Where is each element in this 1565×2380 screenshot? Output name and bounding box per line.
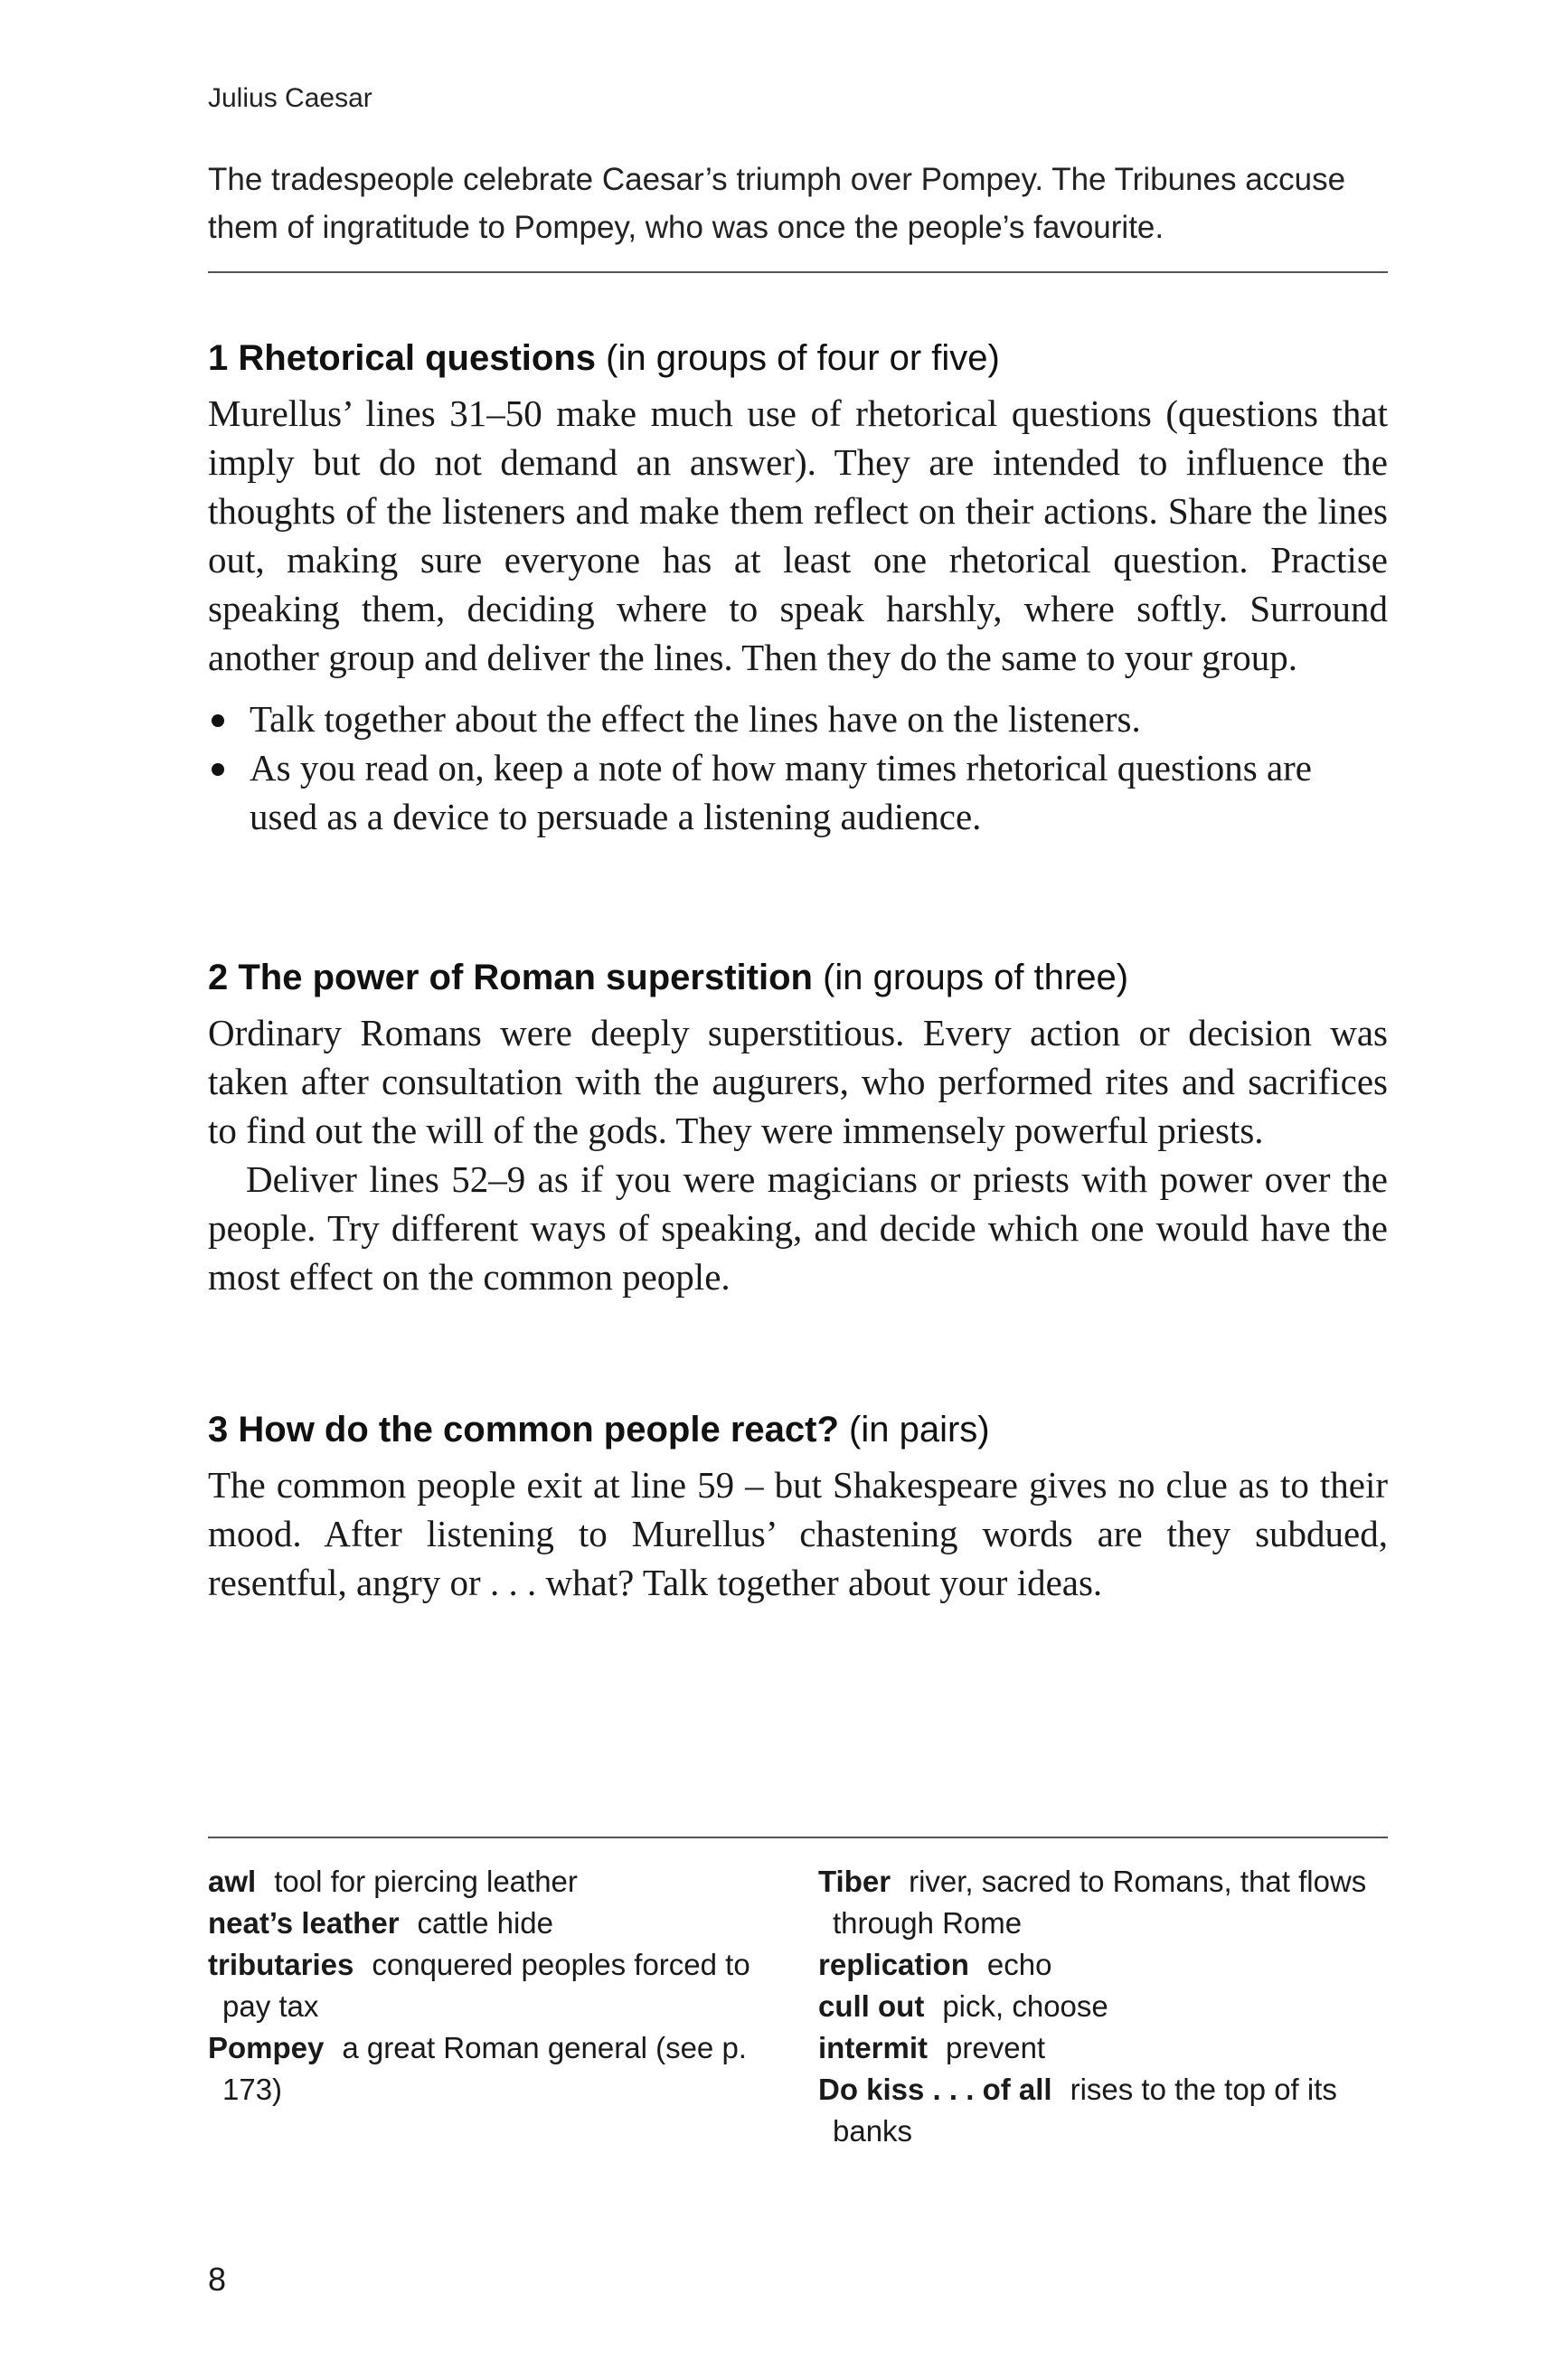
activity-roman-superstition bbox=[208, 954, 1388, 1301]
glossary-column-left bbox=[208, 1861, 787, 2111]
glossary-entry bbox=[818, 1944, 1397, 1986]
activity-common-people-react bbox=[208, 1406, 1388, 1607]
glossary-term: Pompey bbox=[208, 2031, 325, 2064]
section-grouping: (in pairs) bbox=[849, 1410, 990, 1450]
glossary-term: Do kiss . . . of all bbox=[818, 2073, 1052, 2106]
glossary-entry bbox=[818, 1986, 1397, 2027]
section-heading bbox=[208, 1406, 1388, 1453]
glossary-definition: pick, choose bbox=[942, 1989, 1108, 2023]
glossary-definition: a great Roman general (see p. 173) bbox=[222, 2031, 747, 2106]
glossary-entry bbox=[208, 2027, 787, 2111]
scene-summary: The tradespeople celebrate Caesar’s triumph over Pompey. The Tribunes accuse them of ingratitude to Pompey, who was once the people’s favourite. bbox=[208, 162, 1346, 245]
glossary-definition: prevent bbox=[946, 2031, 1046, 2064]
glossary-entry bbox=[818, 1861, 1397, 1944]
paragraph: The common people exit at line 59 – but Shakespeare gives no clue as to their mood. After listening to Murellus’ chastening words are they subdued, resentful, angry or . . . what? Talk together about your ideas. bbox=[208, 1464, 1388, 1603]
bullet-text: As you read on, keep a note of how many times rhetorical questions are used as a device to persuade a listening audience. bbox=[250, 747, 1312, 837]
page-number: 8 bbox=[208, 2261, 227, 2298]
glossary-definition: conquered peoples forced to pay tax bbox=[222, 1948, 750, 2023]
section-grouping: (in groups of four or five) bbox=[606, 338, 1000, 378]
bullet-text: Talk together about the effect the lines have on the listeners. bbox=[250, 698, 1141, 740]
section-title: Rhetorical questions bbox=[238, 338, 596, 378]
paragraph: Murellus’ lines 31–50 make much use of rhetorical questions (questions that imply but do not demand an answer). They are intended to influence the thoughts of the listeners and make them reflect on their actions. Share the lines out, making sure everyone has at least one rhetorical question. Practise speaking them, deciding where to speak harshly, where softly. Surround another group and deliver the lines. Then they do the same to your group. bbox=[208, 392, 1388, 678]
bullet-item bbox=[208, 694, 1388, 743]
section-number: 3 bbox=[208, 1410, 229, 1450]
activity-rhetorical-questions bbox=[208, 335, 1388, 841]
glossary-definition: tool for piercing leather bbox=[274, 1865, 578, 1898]
glossary-term: intermit bbox=[818, 2031, 929, 2064]
top-divider bbox=[208, 271, 1388, 273]
bullet-icon bbox=[212, 714, 224, 727]
paragraph: Ordinary Romans were deeply superstitious. Every action or decision was taken after consultation with the augurers, who performed rites and sacrifices to find out the will of the gods. They were immensely powerful priests. bbox=[208, 1012, 1388, 1151]
section-heading bbox=[208, 335, 1388, 382]
glossary-entry bbox=[208, 1861, 787, 1903]
section-number: 1 bbox=[208, 338, 229, 378]
glossary-entry bbox=[208, 1944, 787, 2027]
glossary-term: awl bbox=[208, 1865, 257, 1898]
bullet-icon bbox=[212, 763, 224, 776]
section-title: The power of Roman superstition bbox=[238, 958, 813, 997]
glossary-column-right bbox=[818, 1861, 1397, 2152]
glossary-term: Tiber bbox=[818, 1865, 891, 1898]
bullet-item bbox=[208, 743, 1388, 841]
glossary-entry bbox=[208, 1903, 787, 1944]
section-title: How do the common people react? bbox=[238, 1410, 839, 1450]
glossary-term: replication bbox=[818, 1948, 969, 1981]
section-heading bbox=[208, 954, 1388, 1001]
glossary-term: neat’s leather bbox=[208, 1906, 400, 1940]
glossary-definition: river, sacred to Romans, that flows through Rome bbox=[833, 1865, 1367, 1940]
glossary-entry bbox=[818, 2069, 1397, 2152]
glossary-definition: cattle hide bbox=[417, 1906, 553, 1940]
section-number: 2 bbox=[208, 958, 229, 997]
section-grouping: (in groups of three) bbox=[823, 958, 1129, 997]
glossary-definition: rises to the top of its banks bbox=[833, 2073, 1337, 2148]
glossary-term: cull out bbox=[818, 1989, 925, 2023]
glossary-divider bbox=[208, 1837, 1388, 1838]
glossary-definition: echo bbox=[986, 1948, 1052, 1981]
glossary-entry bbox=[818, 2027, 1397, 2069]
glossary-term: tributaries bbox=[208, 1948, 354, 1981]
bullet-list bbox=[208, 694, 1388, 841]
paragraph: Deliver lines 52–9 as if you were magicians or priests with power over the people. Try different ways of speaking, and decide which one would have the most effect on the common people. bbox=[208, 1158, 1388, 1298]
running-head: Julius Caesar bbox=[208, 83, 372, 113]
